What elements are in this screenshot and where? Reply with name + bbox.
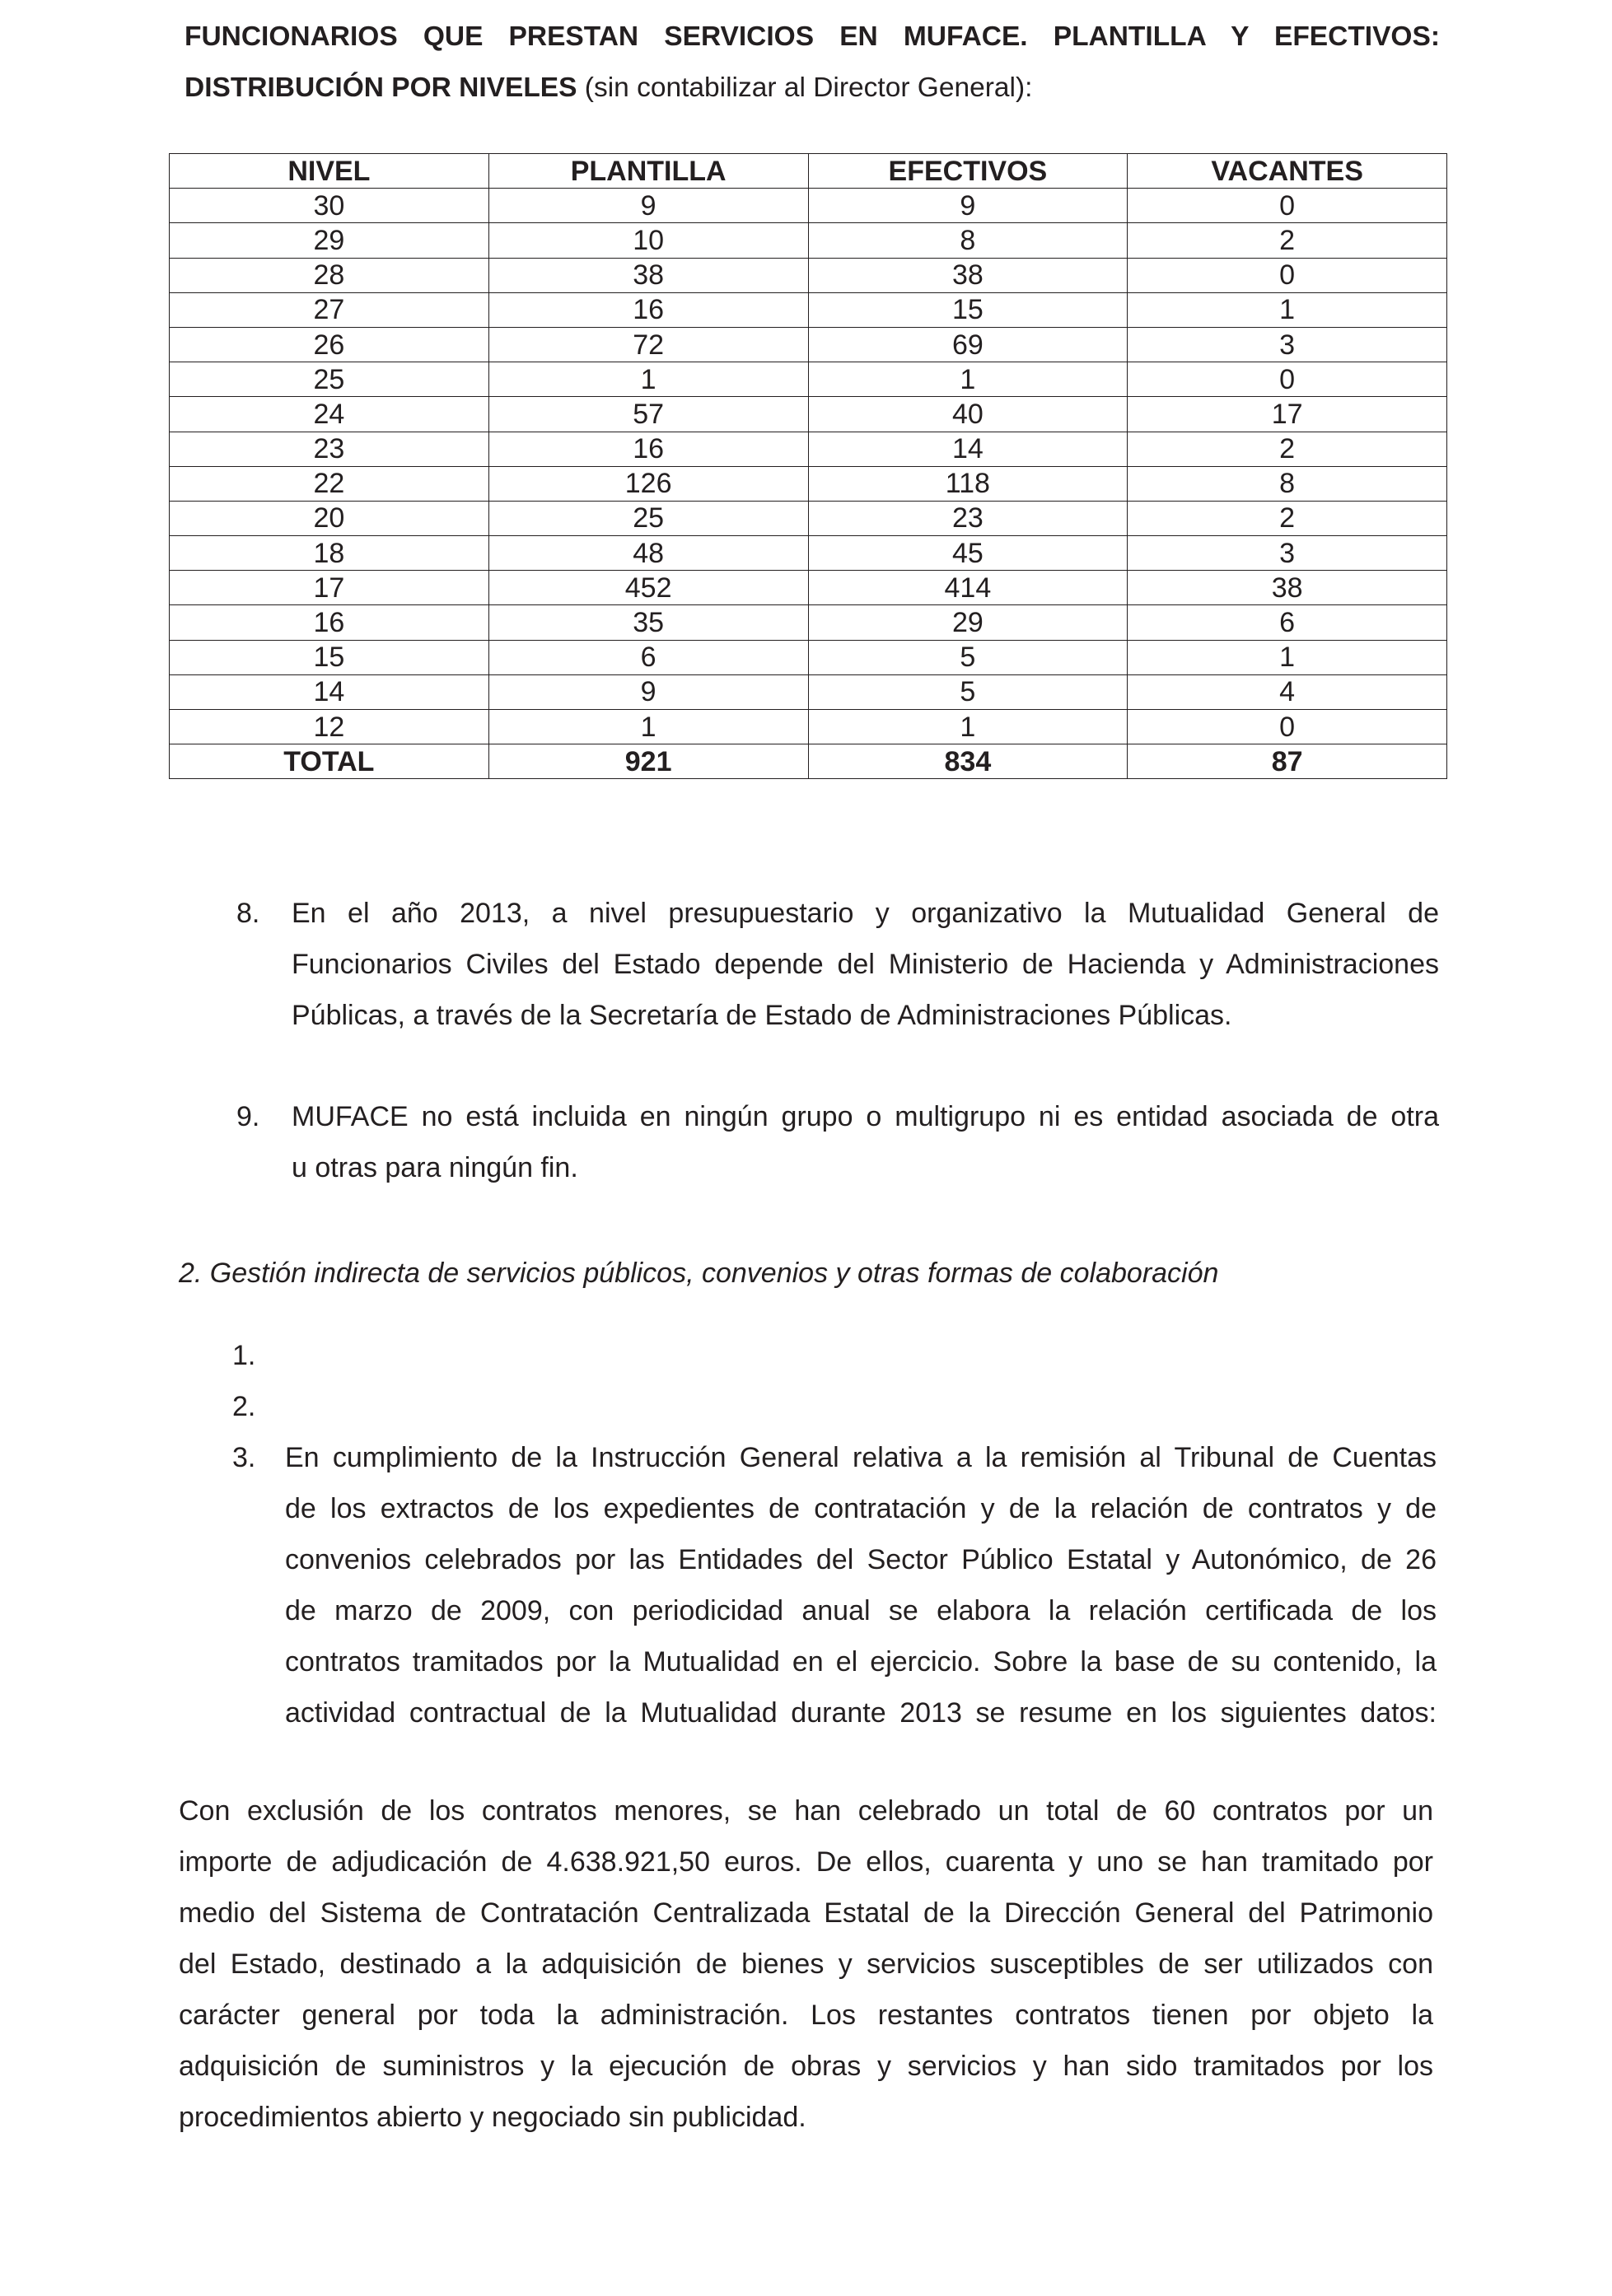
- cell-vacantes: 1: [1128, 292, 1447, 327]
- list-item-9-text: [292, 1091, 1439, 1193]
- cell-nivel: 22: [170, 466, 489, 501]
- total-efectivos: 834: [808, 744, 1128, 779]
- closing-paragraph-line-3: medio del Sistema de Contratación Centralizada Estatal de la Dirección General del Patrimonio: [179, 1897, 1433, 1929]
- cell-nivel: 29: [170, 223, 489, 258]
- cell-efectivos: 15: [808, 292, 1128, 327]
- list-item-3-text: [285, 1432, 1437, 1738]
- closing-paragraph-line-5: carácter general por toda la administración. Los restantes contratos tienen por objeto la: [179, 2000, 1433, 2031]
- cell-nivel: 12: [170, 710, 489, 744]
- table-row: [170, 536, 1447, 571]
- cell-nivel: 25: [170, 362, 489, 397]
- cell-plantilla: 10: [488, 223, 808, 258]
- cell-plantilla: 57: [488, 397, 808, 432]
- section-list-item-1: 1.: [232, 1340, 256, 1371]
- total-nivel: TOTAL: [170, 744, 489, 779]
- list-item-8-line-3: Públicas, a través de la Secretaría de Estado de Administraciones Públicas.: [292, 1000, 1232, 1031]
- closing-paragraph-line-2: importe de adjudicación de 4.638.921,50 euros. De ellos, cuarenta y uno se han tramitado por: [179, 1846, 1433, 1878]
- closing-paragraph: [179, 1785, 1433, 2143]
- list-item-8-line-1: En el año 2013, a nivel presupuestario y organizativo la Mutualidad General de: [292, 898, 1439, 929]
- cell-nivel: 20: [170, 501, 489, 535]
- cell-efectivos: 414: [808, 571, 1128, 605]
- list-item-3: [232, 1432, 1439, 1738]
- cell-plantilla: 38: [488, 258, 808, 292]
- heading-bold-part: DISTRIBUCIÓN POR NIVELES: [185, 72, 577, 103]
- cell-vacantes: 4: [1128, 674, 1447, 709]
- table-row: [170, 397, 1447, 432]
- cell-plantilla: 126: [488, 466, 808, 501]
- cell-plantilla: 452: [488, 571, 808, 605]
- table-row: [170, 327, 1447, 362]
- header-nivel: NIVEL: [170, 154, 489, 189]
- header-plantilla: PLANTILLA: [488, 154, 808, 189]
- cell-vacantes: 0: [1128, 189, 1447, 223]
- cell-plantilla: 72: [488, 327, 808, 362]
- cell-nivel: 24: [170, 397, 489, 432]
- cell-nivel: 27: [170, 292, 489, 327]
- table-row: [170, 640, 1447, 674]
- cell-nivel: 30: [170, 189, 489, 223]
- header-efectivos: EFECTIVOS: [808, 154, 1128, 189]
- closing-paragraph-line-4: del Estado, destinado a la adquisición de bienes y servicios susceptibles de ser utilizados con: [179, 1948, 1433, 1980]
- cell-nivel: 17: [170, 571, 489, 605]
- cell-plantilla: 35: [488, 605, 808, 640]
- cell-nivel: 16: [170, 605, 489, 640]
- cell-efectivos: 69: [808, 327, 1128, 362]
- cell-vacantes: 0: [1128, 710, 1447, 744]
- cell-vacantes: 8: [1128, 466, 1447, 501]
- table-row: [170, 189, 1447, 223]
- table-row: [170, 710, 1447, 744]
- list-item-3-line-6: actividad contractual de la Mutualidad durante 2013 se resume en los siguientes datos:: [285, 1697, 1437, 1729]
- cell-vacantes: 2: [1128, 501, 1447, 535]
- cell-efectivos: 118: [808, 466, 1128, 501]
- list-item-3-number: 3.: [232, 1442, 256, 1473]
- cell-vacantes: 3: [1128, 327, 1447, 362]
- table-row: [170, 571, 1447, 605]
- table-total-row: [170, 744, 1447, 779]
- cell-vacantes: 0: [1128, 362, 1447, 397]
- cell-vacantes: 6: [1128, 605, 1447, 640]
- table-row: [170, 674, 1447, 709]
- list-item-8: [236, 888, 1439, 1041]
- cell-vacantes: 1: [1128, 640, 1447, 674]
- header-vacantes: VACANTES: [1128, 154, 1447, 189]
- cell-efectivos: 1: [808, 710, 1128, 744]
- table-row: [170, 501, 1447, 535]
- cell-plantilla: 1: [488, 710, 808, 744]
- cell-efectivos: 38: [808, 258, 1128, 292]
- list-item-9-line-1: MUFACE no está incluida en ningún grupo o multigrupo ni es entidad asociada de otra: [292, 1101, 1439, 1132]
- list-item-9: [236, 1091, 1439, 1193]
- cell-plantilla: 16: [488, 292, 808, 327]
- cell-efectivos: 40: [808, 397, 1128, 432]
- cell-nivel: 14: [170, 674, 489, 709]
- niveles-table: [169, 153, 1447, 779]
- cell-nivel: 26: [170, 327, 489, 362]
- table-row: [170, 466, 1447, 501]
- cell-efectivos: 5: [808, 640, 1128, 674]
- list-item-9-number: 9.: [236, 1101, 260, 1132]
- table-row: [170, 292, 1447, 327]
- cell-nivel: 15: [170, 640, 489, 674]
- list-item-3-line-3: convenios celebrados por las Entidades del Sector Público Estatal y Autonómico, de 26: [285, 1544, 1437, 1575]
- cell-vacantes: 2: [1128, 432, 1447, 466]
- section-list-item-2: 2.: [232, 1391, 256, 1422]
- table-row: [170, 432, 1447, 466]
- table-row: [170, 258, 1447, 292]
- cell-efectivos: 1: [808, 362, 1128, 397]
- closing-paragraph-line-6: adquisición de suministros y la ejecución de obras y servicios y han sido tramitados por los: [179, 2051, 1433, 2082]
- cell-plantilla: 1: [488, 362, 808, 397]
- total-vacantes: 87: [1128, 744, 1447, 779]
- table-header-row: [170, 154, 1447, 189]
- cell-vacantes: 38: [1128, 571, 1447, 605]
- cell-efectivos: 45: [808, 536, 1128, 571]
- cell-efectivos: 23: [808, 501, 1128, 535]
- heading-line-1: FUNCIONARIOS QUE PRESTAN SERVICIOS EN MUFACE. PLANTILLA Y EFECTIVOS:: [185, 21, 1440, 52]
- total-plantilla: 921: [488, 744, 808, 779]
- list-item-3-line-5: contratos tramitados por la Mutualidad en el ejercicio. Sobre la base de su contenido, la: [285, 1646, 1437, 1678]
- cell-efectivos: 8: [808, 223, 1128, 258]
- closing-paragraph-line-7: procedimientos abierto y negociado sin publicidad.: [179, 2102, 806, 2133]
- cell-vacantes: 17: [1128, 397, 1447, 432]
- closing-paragraph-line-1: Con exclusión de los contratos menores, se han celebrado un total de 60 contratos por un: [179, 1795, 1433, 1827]
- cell-vacantes: 0: [1128, 258, 1447, 292]
- list-item-8-line-2: Funcionarios Civiles del Estado depende del Ministerio de Hacienda y Administraciones: [292, 949, 1439, 980]
- list-item-3-line-1: En cumplimiento de la Instrucción General relativa a la remisión al Tribunal de Cuentas: [285, 1442, 1437, 1473]
- table-heading: [185, 12, 1440, 114]
- cell-nivel: 23: [170, 432, 489, 466]
- cell-plantilla: 9: [488, 674, 808, 709]
- list-item-3-line-2: de los extractos de los expedientes de contratación y de la relación de contratos y de: [285, 1493, 1437, 1524]
- table-row: [170, 362, 1447, 397]
- cell-efectivos: 9: [808, 189, 1128, 223]
- cell-plantilla: 9: [488, 189, 808, 223]
- cell-plantilla: 25: [488, 501, 808, 535]
- cell-nivel: 28: [170, 258, 489, 292]
- cell-plantilla: 6: [488, 640, 808, 674]
- list-item-9-line-2: u otras para ningún fin.: [292, 1152, 578, 1183]
- list-item-8-number: 8.: [236, 898, 260, 929]
- cell-plantilla: 48: [488, 536, 808, 571]
- list-item-3-line-4: de marzo de 2009, con periodicidad anual se elabora la relación certificada de los: [285, 1595, 1437, 1626]
- list-item-8-text: [292, 888, 1439, 1041]
- section-title: 2. Gestión indirecta de servicios públicos, convenios y otras formas de colaboración: [179, 1258, 1219, 1289]
- table-row: [170, 223, 1447, 258]
- cell-plantilla: 16: [488, 432, 808, 466]
- cell-efectivos: 29: [808, 605, 1128, 640]
- cell-efectivos: 14: [808, 432, 1128, 466]
- table-body: [170, 189, 1447, 779]
- cell-vacantes: 3: [1128, 536, 1447, 571]
- cell-nivel: 18: [170, 536, 489, 571]
- cell-vacantes: 2: [1128, 223, 1447, 258]
- cell-efectivos: 5: [808, 674, 1128, 709]
- table-row: [170, 605, 1447, 640]
- heading-normal-part: (sin contabilizar al Director General):: [577, 72, 1033, 103]
- heading-line-2: [185, 63, 1440, 114]
